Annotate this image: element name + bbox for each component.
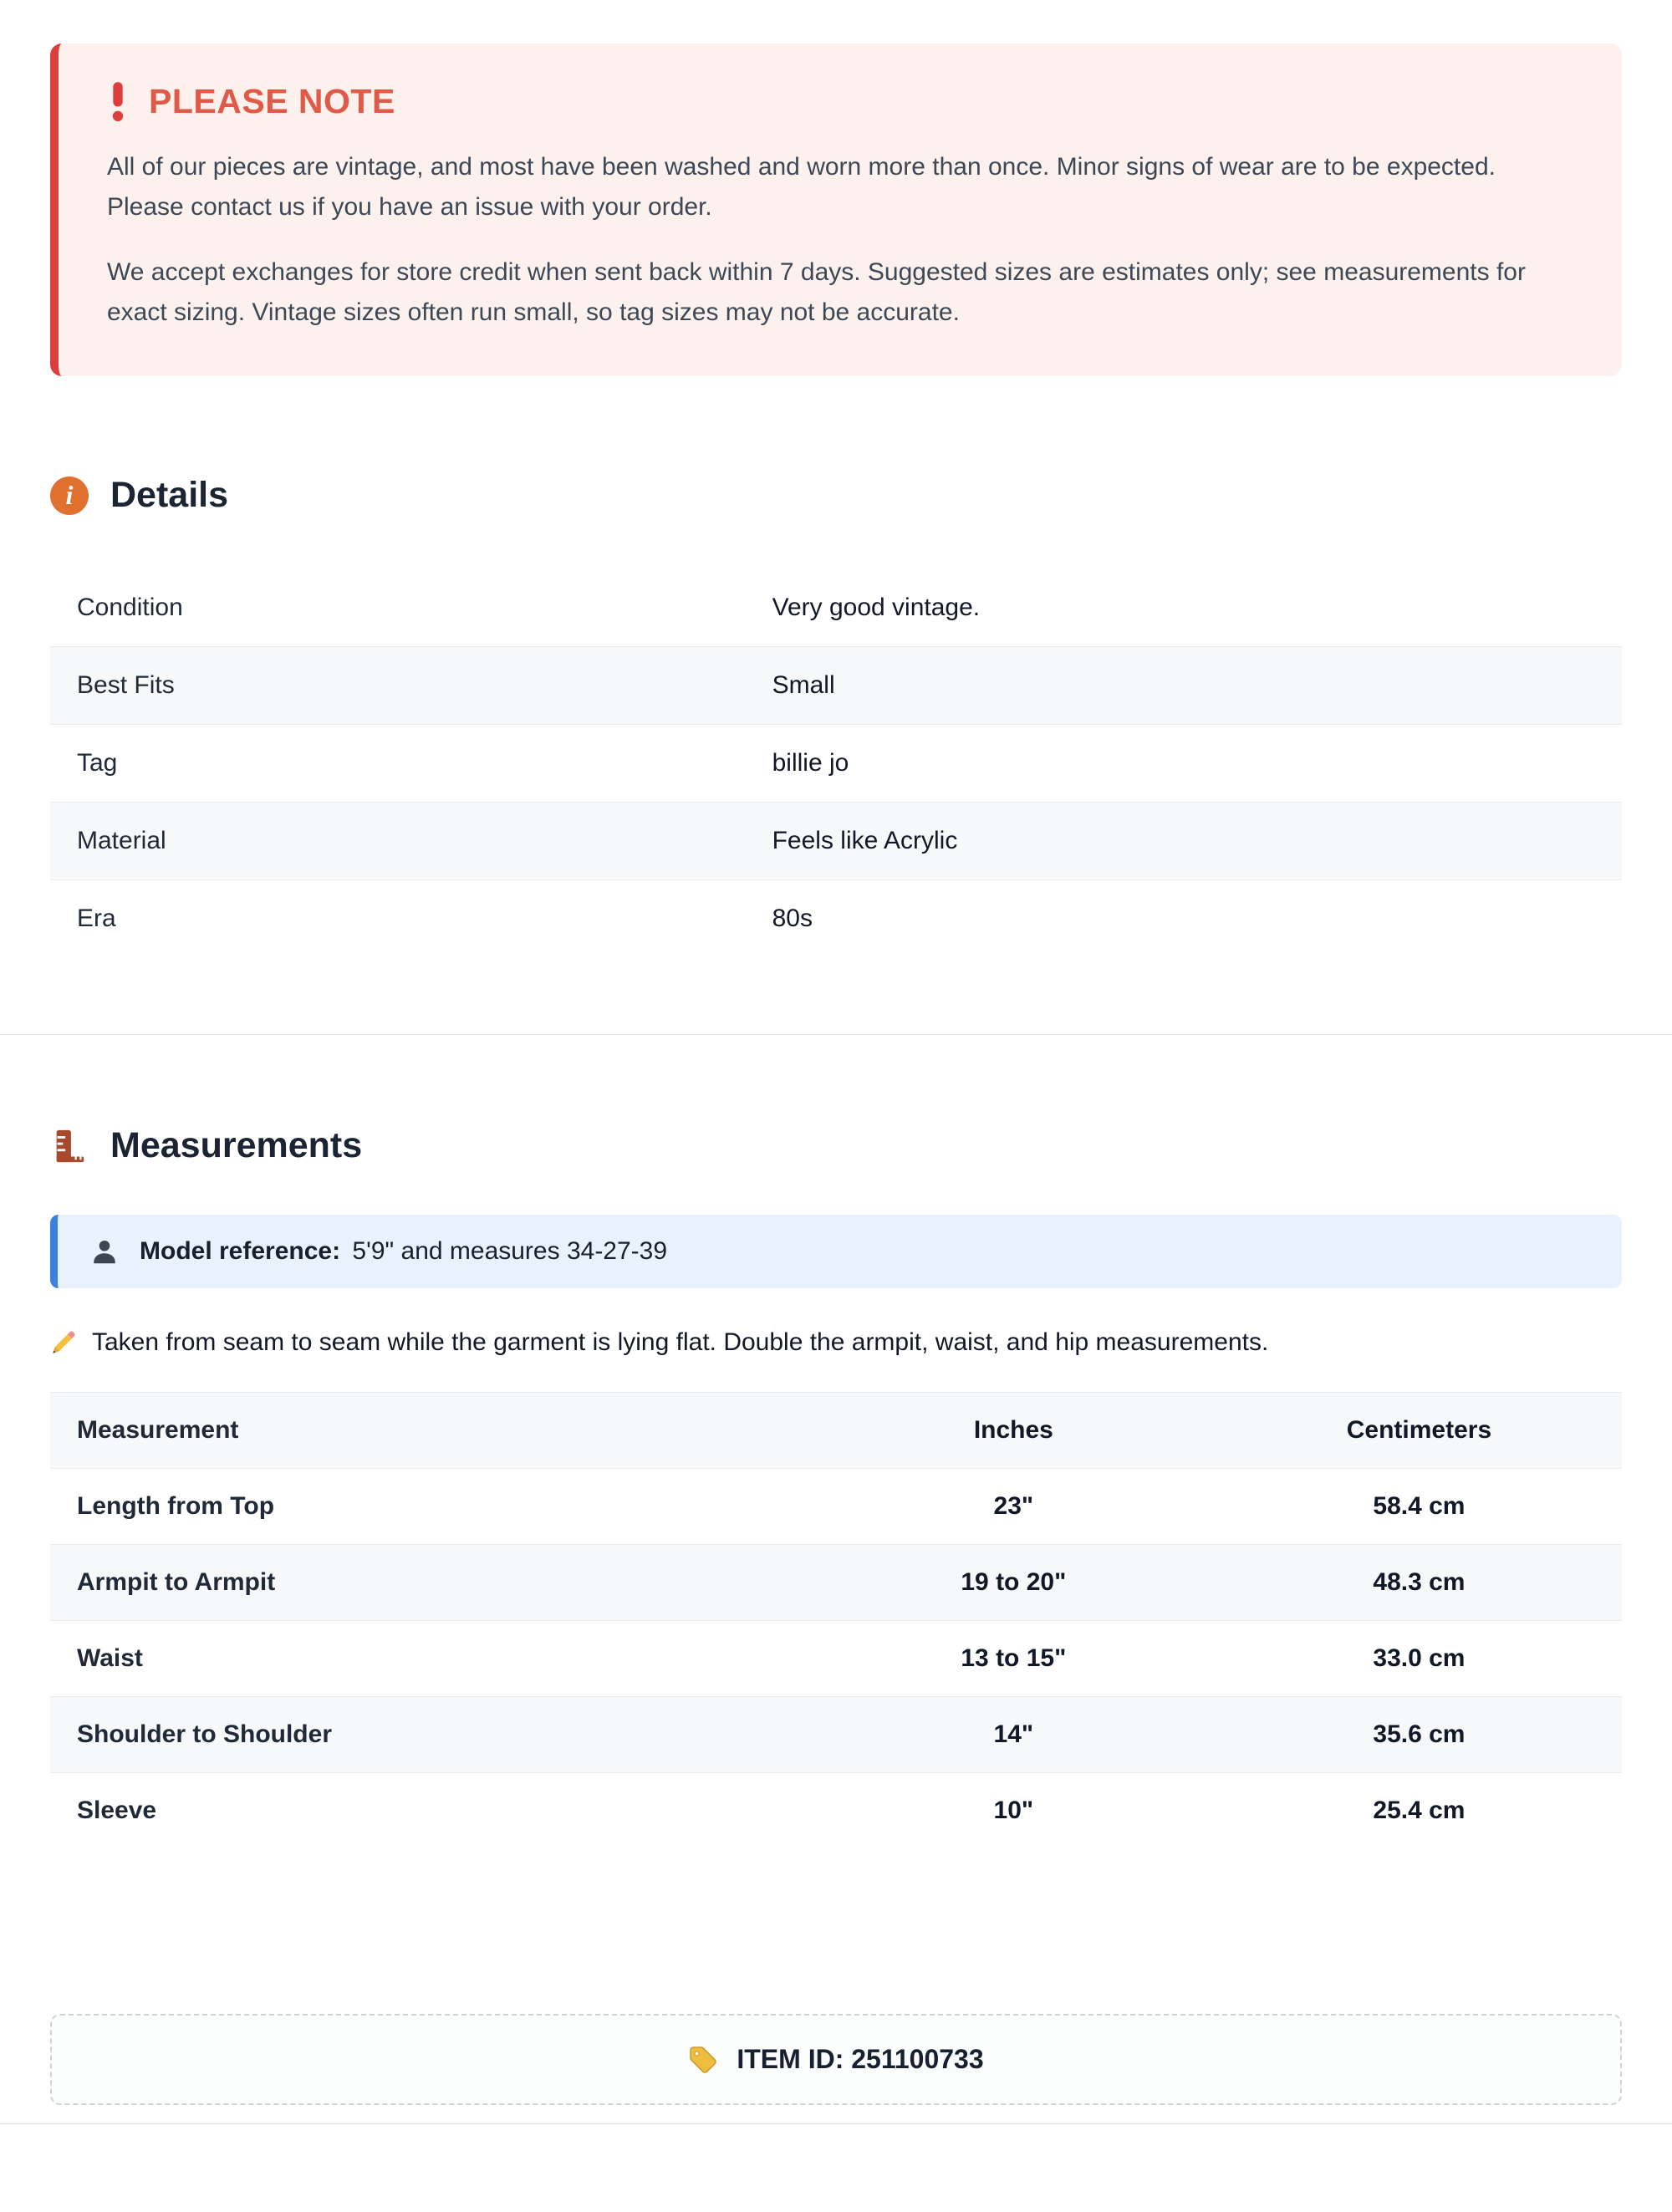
cm-value: 33.0 cm <box>1373 1644 1466 1672</box>
measurement-row <box>50 1545 1622 1621</box>
measurements-section <box>50 1125 1622 1848</box>
measurements-table <box>50 1392 1622 1848</box>
detail-label: Condition <box>77 594 183 621</box>
measurement-note-row <box>50 1328 1622 1357</box>
info-icon: i <box>50 477 89 515</box>
measurement-row <box>50 1469 1622 1545</box>
measurements-heading: Measurements <box>110 1125 363 1165</box>
person-icon <box>89 1236 120 1267</box>
header-inches: Inches <box>973 1416 1053 1444</box>
detail-label: Best Fits <box>77 671 175 699</box>
detail-row <box>50 880 1622 957</box>
model-reference-banner <box>50 1215 1622 1288</box>
tag-icon <box>688 2045 718 2075</box>
details-section <box>50 475 1622 957</box>
detail-label: Material <box>77 827 166 854</box>
alert-title-row <box>107 80 1573 122</box>
alert-paragraph-2: We accept exchanges for store credit when sent back within 7 days. Suggested sizes are estimates only; see measurements for exact sizing. Vintage sizes often run small, so tag sizes may not be accurate. <box>107 258 1526 326</box>
model-reference-label: Model reference: <box>140 1237 341 1265</box>
measurement-name: Waist <box>77 1644 143 1672</box>
details-heading: Details <box>110 475 229 515</box>
bottom-divider <box>0 2123 1672 2124</box>
header-centimeters: Centimeters <box>1346 1416 1492 1444</box>
measurement-row <box>50 1773 1622 1848</box>
inches-value: 14" <box>993 1720 1034 1748</box>
alert-title: PLEASE NOTE <box>149 81 395 120</box>
model-reference-value: 5'9" and measures 34-27-39 <box>352 1237 668 1265</box>
measurements-heading-row <box>50 1125 1622 1166</box>
detail-label: Tag <box>77 749 118 777</box>
pencil-icon <box>50 1329 77 1356</box>
detail-value: Very good vintage. <box>772 594 981 621</box>
inches-value: 19 to 20" <box>961 1568 1067 1596</box>
ruler-icon <box>50 1127 89 1165</box>
product-details-page <box>0 43 1672 2124</box>
detail-row <box>50 725 1622 803</box>
cm-value: 48.3 cm <box>1373 1568 1466 1596</box>
detail-row <box>50 647 1622 725</box>
model-reference-text <box>140 1237 667 1266</box>
inches-value: 23" <box>993 1492 1034 1520</box>
measurement-row <box>50 1697 1622 1773</box>
measurements-table-header <box>50 1392 1622 1469</box>
detail-value: 80s <box>772 905 813 932</box>
detail-value: Feels like Acrylic <box>772 827 958 854</box>
alert-paragraph-1: All of our pieces are vintage, and most have been washed and worn more than once. Minor signs of wear are to be expected. Please contact us if you have an issue with your order. <box>107 153 1496 221</box>
measurement-name: Sleeve <box>77 1797 157 1824</box>
measurement-name: Armpit to Armpit <box>77 1568 276 1596</box>
detail-value: billie jo <box>772 749 849 777</box>
measurement-name: Length from Top <box>77 1492 275 1520</box>
cm-value: 58.4 cm <box>1373 1492 1466 1520</box>
item-id-text: ITEM ID: 251100733 <box>737 2044 984 2074</box>
detail-label: Era <box>77 905 116 932</box>
header-measurement: Measurement <box>77 1416 239 1444</box>
inches-value: 10" <box>993 1797 1034 1824</box>
details-heading-row <box>50 475 1622 516</box>
item-id-box <box>50 2014 1622 2105</box>
measurement-row <box>50 1621 1622 1697</box>
please-note-alert <box>50 43 1622 376</box>
cm-value: 35.6 cm <box>1373 1720 1466 1748</box>
section-divider <box>0 1034 1672 1035</box>
measurement-name: Shoulder to Shoulder <box>77 1720 332 1748</box>
exclamation-icon <box>107 80 129 122</box>
measurement-note: Taken from seam to seam while the garment is lying flat. Double the armpit, waist, and hip measurements. <box>92 1328 1269 1356</box>
detail-value: Small <box>772 671 835 699</box>
inches-value: 13 to 15" <box>961 1644 1067 1672</box>
detail-row <box>50 803 1622 880</box>
detail-row <box>50 569 1622 647</box>
cm-value: 25.4 cm <box>1373 1797 1466 1824</box>
details-table <box>50 569 1622 957</box>
